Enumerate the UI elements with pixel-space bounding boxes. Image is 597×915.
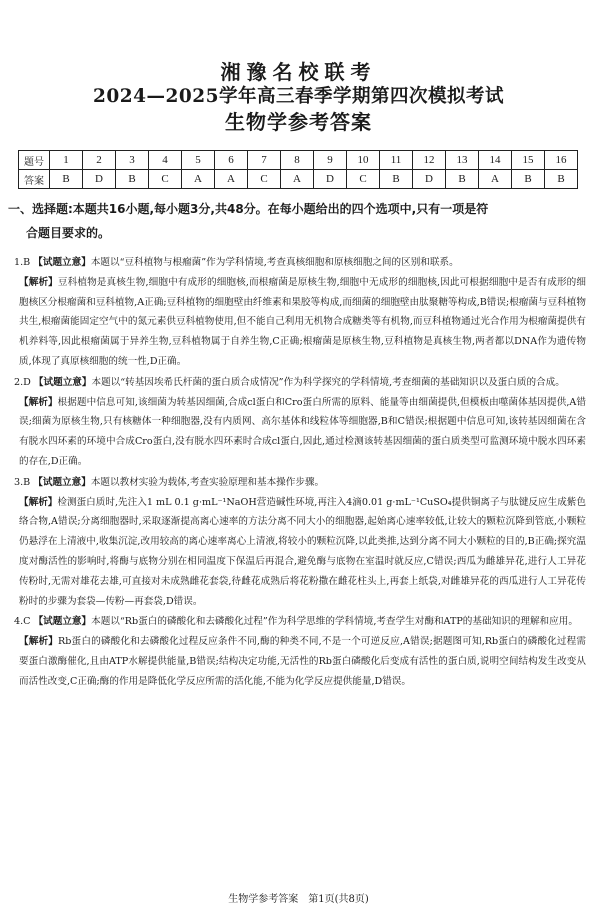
question-number: 1	[50, 151, 83, 170]
answer-cell: D	[314, 170, 347, 189]
question-row-label: 题号	[19, 151, 50, 170]
question-number: 7	[248, 151, 281, 170]
answer-cell: B	[446, 170, 479, 189]
question-number: 10	[347, 151, 380, 170]
answer-cell: B	[380, 170, 413, 189]
answer-cell: A	[479, 170, 512, 189]
exam-name-title: 2024—2025学年高三春季学期第四次模拟考试	[93, 86, 504, 107]
item-intent	[14, 373, 586, 393]
answer-cell: C	[149, 170, 182, 189]
question-number: 16	[545, 151, 578, 170]
question-number: 13	[446, 151, 479, 170]
intent-text: 本题以“Rb蛋白的磷酸化和去磷酸化过程”作为科学思维的学科情境,考查学生对酶和ATP的基础知识的理解和应用。	[91, 616, 578, 628]
item-intent	[14, 473, 586, 493]
question-number: 6	[215, 151, 248, 170]
question-number: 2	[83, 151, 116, 170]
intent-label: 【试题立意】	[33, 257, 91, 268]
question-number: 14	[479, 151, 512, 170]
question-number: 5	[182, 151, 215, 170]
answer-cell: B	[50, 170, 83, 189]
answer-cell: C	[248, 170, 281, 189]
answer-cell: A	[281, 170, 314, 189]
item-number: 1.B	[14, 257, 31, 268]
answer-cell: B	[116, 170, 149, 189]
analysis-label: 【解析】	[19, 496, 58, 508]
analysis-label: 【解析】	[19, 636, 59, 648]
question-number-row	[19, 151, 578, 170]
answer-cell: B	[512, 170, 545, 189]
answer-key-title: 生物学参考答案	[225, 110, 372, 134]
intent-text: 本题以教材实验为载体,考查实验原理和基本操作步骤。	[90, 476, 325, 488]
item-analysis	[14, 632, 586, 691]
intent-text: 本题以“转基因埃希氏杆菌的蛋白质合成情况”作为科学探究的学科情境,考查细菌的基础知识以及蛋白质的合成。	[91, 376, 565, 388]
answer-cell: A	[215, 170, 248, 189]
item-number: 2.D	[14, 376, 31, 388]
intent-label: 【试题立意】	[33, 476, 91, 488]
answer-cell: D	[413, 170, 446, 189]
answer-explanations	[14, 252, 586, 692]
item-analysis	[14, 493, 586, 612]
question-number: 4	[149, 151, 182, 170]
analysis-text: Rb蛋白的磷酸化和去磷酸化过程反应条件不同,酶的种类不同,不是一个可逆反应,A错误;据题图可知,Rb蛋白的磷酸化过程需要蛋白激酶催化,且由ATP水解提供能量,B错误;结构决定功能,无活性的Rb蛋白磷酸化后变成有活性的蛋白质,说明空间结构发生改变从而活性改变,C正确;酶的作用是降低化学反应所需的活化能,不能为化学反应提供能量,D错误。	[19, 636, 586, 687]
analysis-text: 豆科植物是真核生物,细胞中有成形的细胞核,而根瘤菌是原核生物,细胞中无成形的细胞核,因此可根据细胞中是否有成形的细胞核区分根瘤菌和豆科植物,A正确;豆科植物的细胞壁由纤维素和果胶等构成,而细菌的细胞壁由肽聚糖等构成,B错误;根瘤菌与豆科植物共生,根瘤菌能固定空气中的氮元素供豆科植物使用,但不能自己利用无机物合成糖类等有机物,而豆科植物通过光合作用为根瘤菌提供有机养料等,因此根瘤菌属于异养生物,豆科植物属于自养生物,C正确;根瘤菌是原核生物,豆科植物是真核生物,两者都以DNA作为遗传物质,体现了真原核细胞的统一性,D正确。	[19, 276, 586, 367]
answer-cell: A	[182, 170, 215, 189]
item-intent	[14, 612, 586, 632]
section-heading	[8, 197, 588, 245]
item-number: 3.B	[14, 476, 31, 488]
intent-text: 本题以“豆科植物与根瘤菌”作为学科情境,考查真核细胞和原核细胞之间的区别和联系。	[90, 257, 459, 268]
item-intent	[14, 253, 586, 273]
section-heading-line2: 合题目要求的。	[26, 226, 111, 240]
item-analysis	[14, 393, 586, 472]
answer-row	[19, 170, 578, 189]
answer-row-label: 答案	[19, 170, 50, 189]
question-number: 9	[314, 151, 347, 170]
analysis-label: 【解析】	[19, 276, 58, 288]
item-number: 4.C	[14, 616, 31, 628]
page-footer: 生物学参考答案 第1页(共8页)	[228, 894, 369, 905]
answer-cell: C	[347, 170, 380, 189]
question-number: 15	[512, 151, 545, 170]
intent-label: 【试题立意】	[33, 616, 92, 628]
question-number: 8	[281, 151, 314, 170]
analysis-text: 检测蛋白质时,先注入1 mL 0.1 g·mL⁻¹NaOH营造碱性环境,再注入4滴0.01 g·mL⁻¹CuSO₄提供铜离子与肽键反应生成紫色络合物,A错误;分离细胞器时,采取逐渐提高离心速率的方法分离不同大小的细胞器,起始离心速率较低,让较大的颗粒沉降到管底,小颗粒仍悬浮在上清液中,收集沉淀,改用较高的离心速率离心上清液,将较小的颗粒沉降,以此类推,达到分离不同大小颗粒的目的,B正确;探究温度对酶活性的影响时,将酶与底物分别在相同温度下保温后再混合,避免酶与底物在室温时就反应,C错误;西瓜为雌雄异花,进行人工异花传粉时,无需对雄花去雄,可直接对未成熟雌花套袋,待雌花成熟后将花粉撒在雌花柱头上,再套上纸袋,对雌雄异花的西瓜进行人工异花传粉时的步骤为套袋—传粉—再套袋,D错误。	[19, 496, 587, 607]
exam-union-title: 湘豫名校联考	[220, 60, 377, 84]
item-analysis	[14, 273, 586, 372]
intent-label: 【试题立意】	[33, 376, 92, 388]
answer-cell: B	[545, 170, 578, 189]
title-block	[0, 60, 597, 135]
answer-cell: D	[83, 170, 116, 189]
answer-table	[18, 150, 578, 189]
question-number: 12	[413, 151, 446, 170]
analysis-text: 根据题中信息可知,该细菌为转基因细菌,合成cl蛋白和Cro蛋白所需的原料、能量等由细菌提供,但模板由噬菌体基因提供,A错误;细菌为原核生物,只有核糖体一种细胞器,没有内质网、高尔基体和线粒体等细胞器,B和C错误;根据题中信息可知,该转基因细菌在含有脱水四环素的环境中合成Cro蛋白,没有脱水四环素时合成cl蛋白,因此,通过检测该转基因细菌的蛋白质类型可监测环境中脱水四环素的存在,D正确。	[19, 396, 586, 467]
section-heading-line1: 一、选择题:本题共16小题,每小题3分,共48分。在每小题给出的四个选项中,只有一项是符	[8, 202, 489, 216]
question-number: 11	[380, 151, 413, 170]
analysis-label: 【解析】	[19, 396, 58, 408]
question-number: 3	[116, 151, 149, 170]
